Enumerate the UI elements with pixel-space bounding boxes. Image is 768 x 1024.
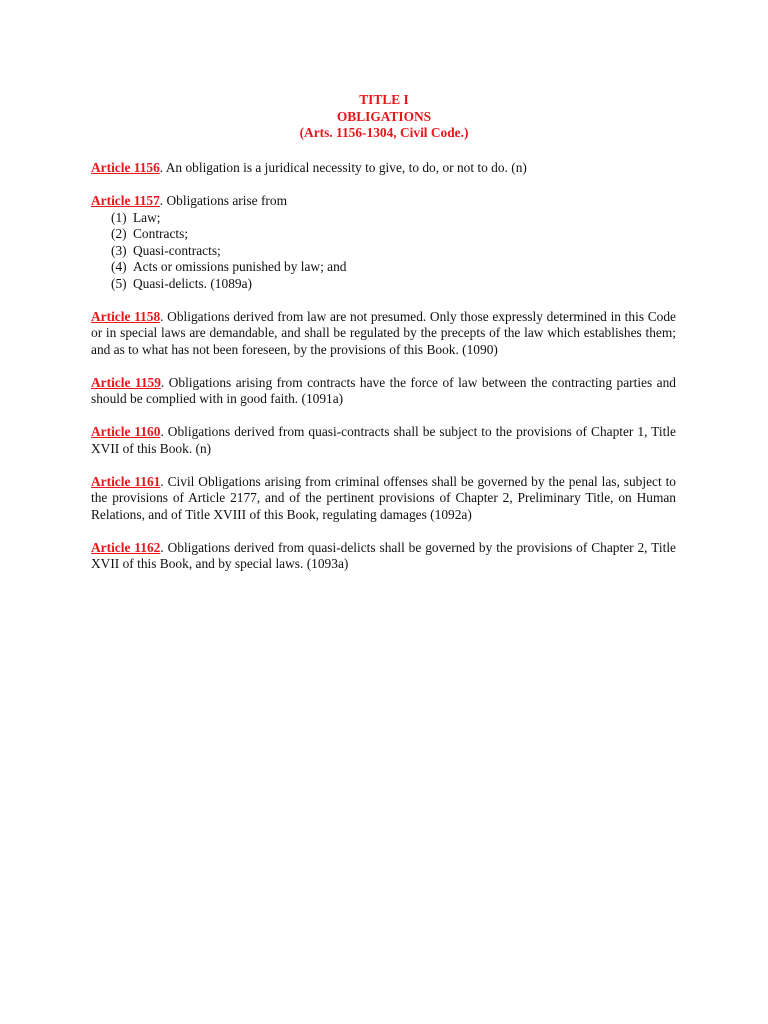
title-heading: TITLE I [359, 92, 409, 107]
list-item [91, 210, 676, 227]
list-item [91, 276, 676, 293]
list-number: (5) [111, 275, 127, 291]
list-item [91, 226, 676, 243]
list-text: Contracts; [133, 226, 189, 241]
list-item [91, 243, 676, 260]
article-1156 [91, 160, 676, 177]
article-1160 [91, 424, 676, 457]
article-1157 [91, 193, 676, 292]
list-text: Quasi-delicts. (1089a) [133, 275, 252, 291]
list-number: (1) [111, 209, 127, 225]
list-text: Acts or omissions punished by law; and [133, 259, 347, 274]
article-text: . Obligations arise from [159, 193, 287, 208]
article-link[interactable]: Article 1158 [91, 308, 161, 324]
article-text: . An obligation is a juridical necessity to give, to do, or not to do. (n) [159, 160, 527, 175]
article-link[interactable]: Article 1156 [91, 160, 160, 175]
list-number: (2) [111, 226, 127, 241]
list-number: (3) [111, 242, 127, 258]
document-body [91, 160, 676, 589]
article-1162 [91, 540, 676, 573]
list-text: Quasi-contracts; [133, 242, 221, 258]
article-1161 [91, 474, 676, 524]
article-text: . Obligations arising from contracts have the force of law between the contracting parties and should be complied with in good faith. (1091a) [91, 374, 676, 406]
list-number: (4) [111, 259, 127, 274]
list-item [91, 259, 676, 276]
article-text: . Obligations derived from quasi-contracts shall be subject to the provisions of Chapter 1, Title XVII of this Book. (n) [91, 424, 676, 456]
article-link[interactable]: Article 1160 [91, 424, 161, 439]
article-link[interactable]: Article 1159 [91, 374, 161, 390]
list-text: Law; [133, 209, 161, 225]
article-link[interactable]: Article 1157 [91, 193, 160, 208]
article-link[interactable]: Article 1161 [91, 473, 161, 489]
subtitle-heading: OBLIGATIONS [336, 108, 432, 124]
article-text: . Obligations derived from law are not presumed. Only those expressly determined in this Code or in special laws are demandable, and shall be regulated by the precepts of the law which establishes them; and as to what has not been foreseen, by the provisions of this Book. (1090) [91, 308, 676, 357]
article-text: . Obligations derived from quasi-delicts shall be governed by the provisions of Chapter 2, Title XVII of this Book, and by special laws. (1093a) [91, 539, 676, 571]
document-header [0, 92, 768, 142]
article-1159 [91, 375, 676, 408]
obligation-sources-list [91, 210, 676, 293]
article-text: . Civil Obligations arising from criminal offenses shall be governed by the penal las, subject to the provisions of Article 2177, and of the pertinent provisions of Chapter 2, Preliminary Title, on Human Relations, and of Title XVIII of this Book, regulating damages (1092a) [91, 473, 676, 522]
article-range-heading: (Arts. 1156-1304, Civil Code.) [299, 125, 469, 140]
article-1158 [91, 309, 676, 359]
article-link[interactable]: Article 1162 [91, 539, 161, 555]
